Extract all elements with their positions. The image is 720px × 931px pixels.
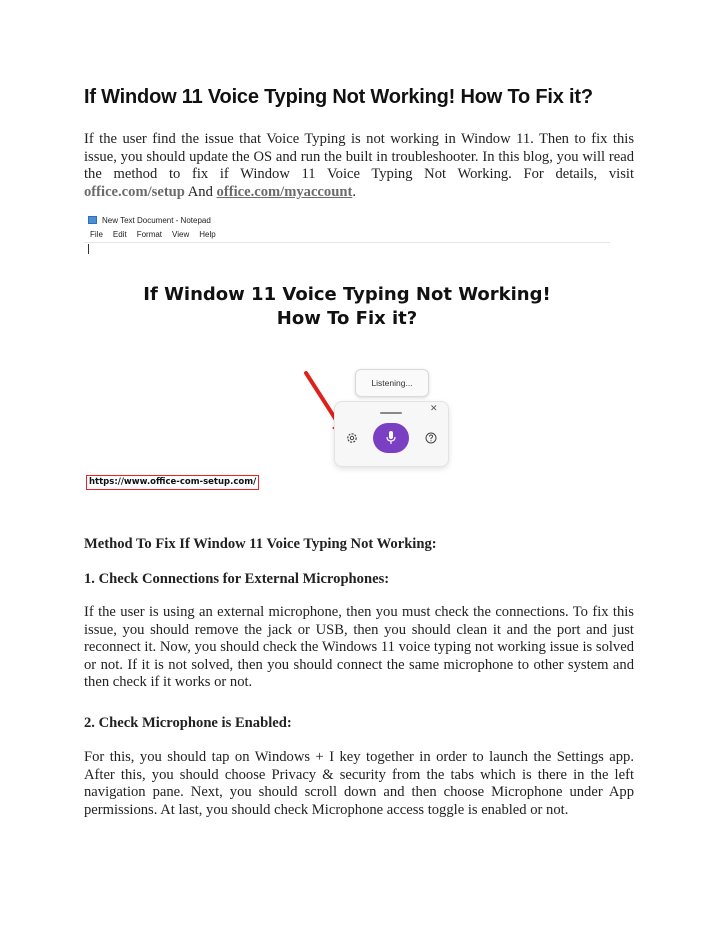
intro-end: . [352,183,356,200]
menu-edit: Edit [112,230,127,239]
drag-handle-icon [380,412,402,414]
office-myaccount-link[interactable]: office.com/myaccount [216,183,353,200]
article-image [84,210,610,494]
step2-heading: 2. Check Microphone is Enabled: [84,715,292,731]
menu-view: View [172,230,190,239]
menu-help: Help [199,230,216,239]
image-heading-line1: If Window 11 Voice Typing Not Working! [143,284,551,305]
close-icon: ✕ [430,404,438,414]
step2-paragraph: For this, you should tap on Windows + I key together in order to launch the Settings app. After this, you should choose Privacy & security from the tabs which is there in the left navigation pane. Next, you should scroll down and then choose Microphone under App permissions. At last, you should check Microphone access toggle is enabled or not. [84,749,634,818]
help-icon [425,432,437,444]
menu-file: File [90,230,103,239]
watermark-url: https://www.office-com-setup.com/ [86,475,259,490]
listening-tooltip: Listening... [355,369,429,397]
intro-connector: And [184,183,217,200]
notepad-window-title: New Text Document - Notepad [102,215,211,225]
step1-heading: 1. Check Connections for External Microphones: [84,571,390,587]
voice-typing-panel [334,401,449,467]
step1-paragraph: If the user is using an external microphone, then you must check the connections. To fix this issue, you should remove the jack or USB, then you should clean it and the port and just reconnect it. Now, you should check the Windows 11 voice typing not working issue is solved or not. If it is not solved, then you should connect the same microphone to other system and then check if it works or not. [84,604,634,691]
menu-format: Format [136,230,163,239]
microphone-button [373,423,409,453]
intro-paragraph [84,131,634,201]
page-title: If Window 11 Voice Typing Not Working! How To Fix it? [84,86,593,108]
section-heading: Method To Fix If Window 11 Voice Typing Not Working: [84,536,437,552]
office-setup-link[interactable]: office.com/setup [84,183,185,200]
intro-text: If the user find the issue that Voice Typing is not working in Window 11. Then to fix this issue, you should update the OS and run the built in troubleshooter. In this blog, you will read the method to fix if Window 11 Voice Typing Not Working. For details, visit [84,131,634,183]
gear-icon [345,431,359,445]
image-heading-line2: How To Fix it? [276,308,418,329]
microphone-icon [385,431,397,445]
